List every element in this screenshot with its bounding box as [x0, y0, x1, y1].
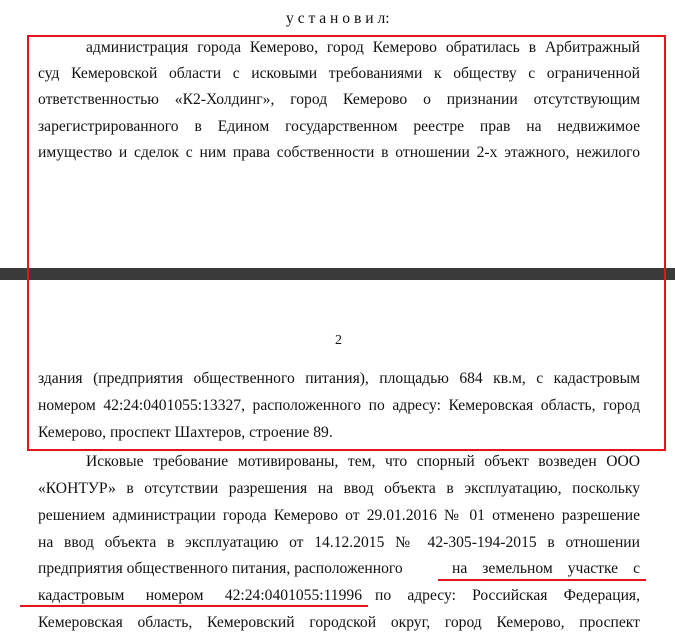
paragraph-line: Исковые требование мотивированы, тем, что спорный объект возведен ООО: [86, 453, 640, 470]
red-underline-mark: [20, 605, 368, 607]
highlighted-text-line: имущество и сделок с ним права собственности в отношении 2-х этажного, нежилого: [38, 144, 640, 161]
red-underline-mark: [438, 579, 646, 581]
highlighted-text-line: зарегистрированного в Едином государственном реестре прав на недвижимое: [38, 118, 640, 135]
paragraph-line-start: предприятия общественного питания, расположенного: [38, 560, 403, 577]
highlighted-text-line: Кемерово, проспект Шахтеров, строение 89.: [38, 424, 333, 441]
paragraph-line: «КОНТУР» в отсутствии разрешения на ввод объекта в эксплуатацию, поскольку: [38, 480, 640, 497]
underlined-phrase: кадастровым номером 42:24:0401055:11996: [38, 587, 362, 604]
highlighted-text-line: номером 42:24:0401055:13327, расположенного по адресу: Кемеровская область, город: [38, 397, 640, 414]
highlighted-text-line: администрация города Кемерово, город Кемерово обратилась в Арбитражный: [86, 39, 640, 56]
red-highlight-box: [27, 35, 666, 451]
paragraph-line-end: по адресу: Российская Федерация,: [375, 587, 640, 604]
highlighted-text-line: ответственностью «К2-Холдинг», город Кемерово о признании отсутствующим: [38, 91, 640, 108]
paragraph-line: на ввод объекта в эксплуатацию от 14.12.2015 № 42-305-194-2015 в отношении: [38, 534, 640, 551]
page-number: 2: [335, 333, 342, 348]
underlined-phrase: на земельном участке с: [452, 560, 640, 577]
paragraph-line: решением администрации города Кемерово от 29.01.2016 № 01 отменено разрешение: [38, 507, 640, 524]
paragraph-line: Кемеровская область, Кемеровский городской округ, город Кемерово, проспект: [38, 614, 640, 631]
highlighted-text-line: здания (предприятия общественного питания), площадью 684 кв.м, с кадастровым: [38, 370, 640, 387]
document-heading: у с т а н о в и л:: [286, 10, 390, 27]
highlighted-text-line: суд Кемеровской области с исковыми требованиями к обществу с ограниченной: [38, 65, 640, 82]
